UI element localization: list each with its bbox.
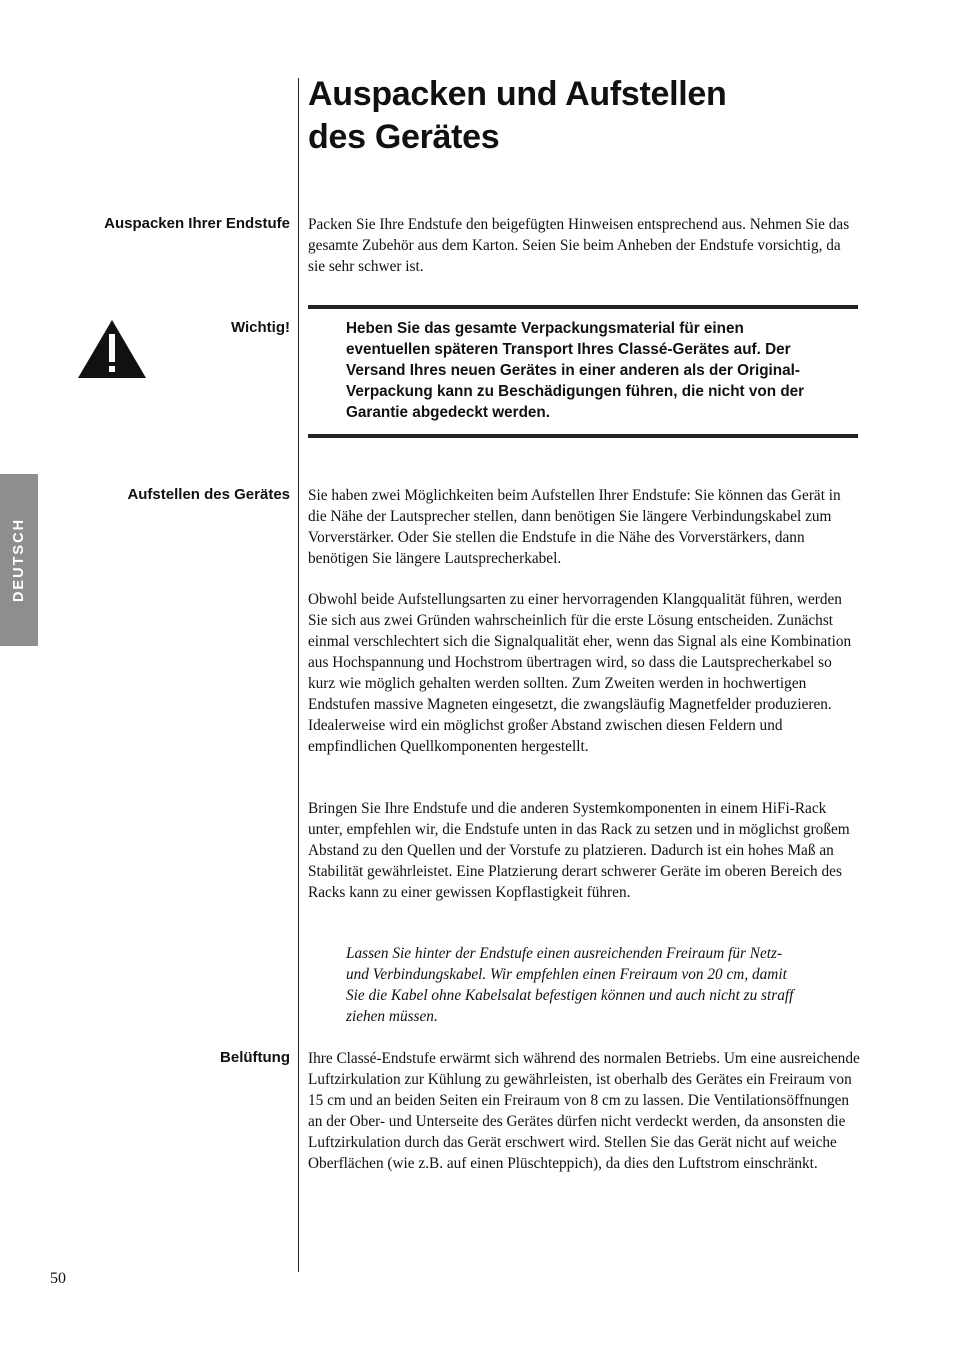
setup-paragraph-1: Sie haben zwei Möglichkeiten beim Aufstellen Ihrer Endstufe: Sie können das Gerät in die Nähe der Lautsprecher stellen, dann benötigen Sie längere Verbindungskabel zum Vorverstärker. Oder Sie stellen die Endstufe in die Nähe des Vorverstärkers, dann benötigen Sie längere Lautsprecherkabel. [308,487,841,567]
language-tab [0,474,38,646]
warning-triangle-icon [76,318,148,380]
page-number: 50 [50,1270,66,1287]
setup-paragraph-2: Obwohl beide Aufstellungsarten zu einer hervorragenden Klangqualität führen, werden Sie sich aus zwei Gründen wahrscheinlich für die erste Lösung entscheiden. Zunächst einmal verschlechtert sich die Signalqualität eher, wenn das Signal als eine Kombination aus Hochspannung und Hochstrom übertragen wird, so dass die Lautsprecherkabel so kurz wie möglich gehalten werden sollten. Zum Zweiten werden in hochwertigen Endstufen massive Magneten eingesetzt, die zwangsläufig Magnetfelder produzieren. Idealerweise wird ein möglichst großer Abstand zwischen diesen Feldern und empfindlichen Quellkomponenten hergestellt. [308,591,852,755]
page-title-line-1: Auspacken und Aufstellen [308,75,727,113]
page-title [308,73,727,159]
heading-unpacking: Auspacken Ihrer Endstufe [104,215,290,232]
heading-setup: Aufstellen des Gerätes [127,486,290,503]
heading-important: Wichtig! [230,319,290,336]
notice-top-rule [308,305,858,309]
heading-ventilation: Belüftung [220,1049,290,1066]
setup-paragraph-3: Bringen Sie Ihre Endstufe und die anderen Systemkomponenten in einem HiFi-Rack unter, empfehlen wir, die Endstufe unten in das Rack zu setzen und in möglichst großem Abstand zu den Quellen und der Vorstufe zu platzieren. Dadurch ist ein hohes Maß an Stabilität gewährleistet. Eine Platzierung derart schwerer Geräte im oberen Bereich des Racks kann zu einer gewissen Kopflastigkeit führen. [308,800,850,901]
column-divider [298,78,299,1272]
notice-bottom-rule [308,434,858,438]
language-tab-label: DEUTSCH [11,517,27,603]
ventilation-text: Ihre Classé-Endstufe erwärmt sich während des normalen Betriebs. Um eine ausreichende Luftzirkulation zur Kühlung zu gewährleisten, ist oberhalb des Gerätes ein Freiraum von 15 cm und an beiden Seiten ein Freiraum von 8 cm zu lassen. Die Ventilationsöffnungen an der Ober- und Unterseite des Gerätes dürfen nicht verdeckt werden, da ansonsten die Luftzirkulation durch das Gerät erschwert wird. Stellen Sie das Gerät nicht auf weiche Oberflächen (wie z.B. auf einen Plüschteppich), da dies den Luftstrom einschränkt. [308,1050,860,1172]
setup-note: Lassen Sie hinter der Endstufe einen ausreichenden Freiraum für Netz- und Verbindungskabel. Wir empfehlen einen Freiraum von 20 cm, damit Sie die Kabel ohne Kabelsalat befestigen können und auch nicht zu straff ziehen müssen. [346,945,794,1025]
page-title-line-2: des Gerätes [308,118,500,156]
unpacking-text: Packen Sie Ihre Endstufe den beigefügten Hinweisen entsprechend aus. Nehmen Sie das gesamte Zubehör aus dem Karton. Seien Sie beim Anheben der Endstufe vorsichtig, da sie sehr schwer ist. [308,216,850,275]
important-notice-text: Heben Sie das gesamte Verpackungsmaterial für einen eventuellen späteren Transport Ihres Classé-Gerätes auf. Der Versand Ihres neuen Gerätes in einer anderen als der Original-Verpackung kann zu Beschädigungen führen, die nicht von der Garantie abgedeckt werden. [346,320,805,421]
